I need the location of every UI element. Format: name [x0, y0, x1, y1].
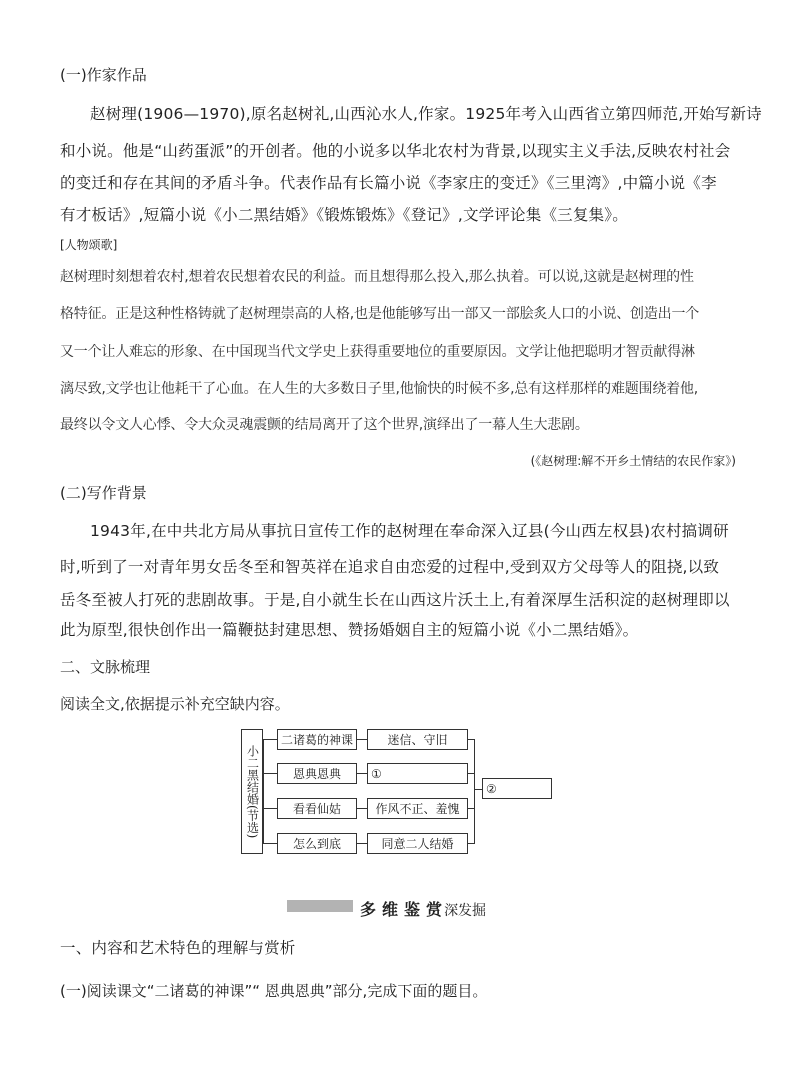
- note-box-2-blank: ①: [367, 763, 468, 784]
- left-connector-4: [263, 843, 277, 844]
- result-box-blank: ②: [482, 778, 552, 799]
- banner-title: [360, 897, 486, 920]
- banner-suffix: 深发掘: [444, 903, 487, 919]
- background-para-line-3: 岳冬至被人打死的悲剧故事。于是,自小就生长在山西这片沃土上,有着深厚生活积淀的赵树理即以: [60, 591, 730, 609]
- banner-char-1: 多: [360, 900, 377, 919]
- praise-line-1: 赵树理时刻想着农村,想着农民想着农民的利益。而且想得那么投入,那么执着。可以说,这就是赵树理的性: [60, 269, 694, 285]
- mid-connector-3: [357, 808, 367, 809]
- praise-line-5: 最终以令文人心悸、令大众灵魂震颤的结局离开了这个世界,演绎出了一幕人生大悲剧。: [60, 417, 589, 433]
- left-connector-1: [263, 739, 277, 740]
- section-heading-structure: 二、文脉梳理: [60, 658, 151, 676]
- praise-line-3: 又一个让人难忘的形象、在中国现当代文学史上获得重要地位的重要原因。文学让他把聪明才智贡献得淋: [60, 344, 695, 360]
- praise-label: [人物颂歌]: [60, 238, 118, 252]
- background-para-line-1: 1943年,在中共北方局从事抗日宣传工作的赵树理在奉命深入辽县(今山西左权县)农村搞调研: [90, 522, 729, 540]
- section-heading-appreciation: 一、内容和艺术特色的理解与赏析: [60, 939, 296, 957]
- part-box-3: 看看仙姑: [277, 798, 357, 819]
- banner-char-3: 鉴: [404, 900, 421, 919]
- right-bracket-line: [474, 739, 475, 844]
- banner-char-4: 赏: [426, 900, 443, 919]
- section-heading-author: (一)作家作品: [60, 66, 147, 84]
- left-connector-3: [263, 808, 277, 809]
- note-box-3: 作风不正、羞愧: [367, 798, 468, 819]
- left-bracket-line: [263, 739, 264, 843]
- part-box-2: 恩典恩典: [277, 763, 357, 784]
- note-box-4: 同意二人结婚: [367, 833, 468, 854]
- appreciation-task: (一)阅读课文“二诸葛的神课”“ 恩典恩典”部分,完成下面的题目。: [60, 982, 488, 1000]
- part-box-1: 二诸葛的神课: [277, 729, 357, 750]
- part-box-4: 怎么到底: [277, 833, 357, 854]
- author-para-line-1: 赵树理(1906—1970),原名赵树礼,山西沁水人,作家。1925年考入山西省立第四师范,开始写新诗: [90, 105, 762, 123]
- banner-char-2: 维: [382, 900, 399, 919]
- structure-instruction: 阅读全文,依据提示补充空缺内容。: [60, 695, 290, 713]
- author-para-line-4: 有才板话》,短篇小说《小二黑结婚》《锻炼锻炼》《登记》,文学评论集《三复集》。: [60, 206, 628, 224]
- background-para-line-4: 此为原型,很快创作出一篇鞭挞封建思想、赞扬婚姻自主的短篇小说《小二黑结婚》。: [60, 621, 639, 639]
- author-para-line-3: 的变迁和存在其间的矛盾斗争。代表作品有长篇小说《李家庄的变迁》《三里湾》,中篇小说《李: [60, 174, 717, 192]
- mid-connector-2: [357, 773, 367, 774]
- praise-line-4: 漓尽致,文学也让他耗干了心血。在人生的大多数日子里,他愉快的时候不多,总有这样那样的难题围绕着他,: [60, 381, 698, 397]
- praise-source: (《赵树理:解不开乡土情结的农民作家》): [530, 454, 736, 468]
- background-para-line-2: 时,听到了一对青年男女岳冬至和智英祥在追求自由恋爱的过程中,受到双方父母等人的阻挠,以致: [60, 558, 720, 576]
- author-para-line-2: 和小说。他是“山药蛋派”的开创者。他的小说多以华北农村为背景,以现实主义手法,反映农村社会: [60, 142, 731, 160]
- diagram-title: 小二黑结婚(节选): [241, 729, 263, 854]
- section-heading-background: (二)写作背景: [60, 484, 147, 502]
- mid-connector-4: [357, 843, 367, 844]
- result-connector: [474, 789, 482, 790]
- note-box-1: 迷信、守旧: [367, 729, 468, 750]
- praise-line-2: 格特征。正是这种性格铸就了赵树理崇高的人格,也是他能够写出一部又一部脍炙人口的小说、创造出一个: [60, 306, 700, 322]
- mid-connector-1: [357, 739, 367, 740]
- banner-bar: [287, 900, 353, 912]
- left-connector-2: [263, 773, 277, 774]
